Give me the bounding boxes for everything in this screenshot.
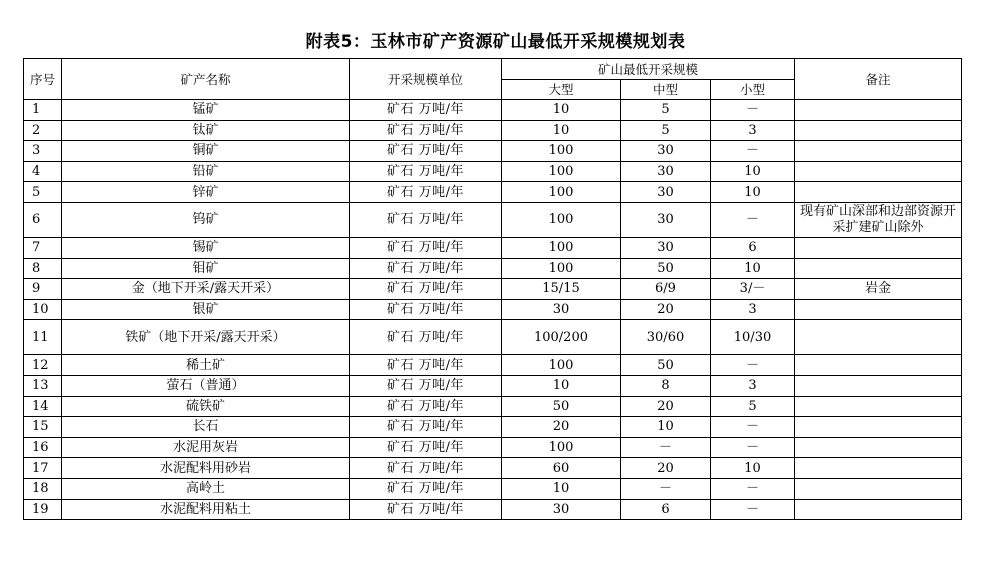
scale-small: 10 xyxy=(711,182,795,203)
row-index: 4 xyxy=(24,161,62,182)
table-row xyxy=(24,320,962,355)
scale-medium: 6/9 xyxy=(621,279,711,300)
table-row xyxy=(24,396,962,417)
table-row xyxy=(24,120,962,141)
row-index: 9 xyxy=(24,279,62,300)
scale-small: 3 xyxy=(711,375,795,396)
scale-unit: 矿石 万吨/年 xyxy=(350,299,502,320)
mineral-name: 硫铁矿 xyxy=(62,396,350,417)
scale-large: 15/15 xyxy=(502,279,621,300)
mineral-name: 长石 xyxy=(62,417,350,438)
scale-medium: 30 xyxy=(621,161,711,182)
table-row xyxy=(24,417,962,438)
scale-unit: 矿石 万吨/年 xyxy=(350,237,502,258)
mineral-name: 铁矿（地下开采/露天开采） xyxy=(62,320,350,355)
scale-small: 3/－ xyxy=(711,279,795,300)
row-index: 15 xyxy=(24,417,62,438)
scale-unit: 矿石 万吨/年 xyxy=(350,202,502,237)
scale-medium: － xyxy=(621,478,711,499)
mineral-name: 锡矿 xyxy=(62,237,350,258)
row-index: 11 xyxy=(24,320,62,355)
scale-small: － xyxy=(711,202,795,237)
table-row xyxy=(24,202,962,237)
scale-large: 50 xyxy=(502,396,621,417)
header-large: 大型 xyxy=(502,80,621,100)
scale-medium: 30 xyxy=(621,141,711,162)
mining-scale-table xyxy=(23,58,962,520)
scale-unit: 矿石 万吨/年 xyxy=(350,478,502,499)
scale-large: 30 xyxy=(502,499,621,520)
scale-large: 100 xyxy=(502,258,621,279)
scale-unit: 矿石 万吨/年 xyxy=(350,499,502,520)
scale-large: 20 xyxy=(502,417,621,438)
row-index: 8 xyxy=(24,258,62,279)
row-note xyxy=(795,161,962,182)
scale-large: 100 xyxy=(502,237,621,258)
scale-unit: 矿石 万吨/年 xyxy=(350,320,502,355)
header-medium: 中型 xyxy=(621,80,711,100)
mineral-name: 高岭土 xyxy=(62,478,350,499)
scale-small: － xyxy=(711,141,795,162)
scale-medium: 30 xyxy=(621,202,711,237)
row-note xyxy=(795,437,962,458)
scale-small: 10 xyxy=(711,458,795,479)
row-index: 10 xyxy=(24,299,62,320)
scale-small: － xyxy=(711,355,795,376)
scale-large: 100 xyxy=(502,355,621,376)
scale-unit: 矿石 万吨/年 xyxy=(350,396,502,417)
scale-small: 6 xyxy=(711,237,795,258)
scale-unit: 矿石 万吨/年 xyxy=(350,182,502,203)
scale-medium: 20 xyxy=(621,299,711,320)
header-small: 小型 xyxy=(711,80,795,100)
mineral-name: 钼矿 xyxy=(62,258,350,279)
row-note: 现有矿山深部和边部资源开采扩建矿山除外 xyxy=(795,202,962,237)
scale-small: － xyxy=(711,417,795,438)
row-index: 3 xyxy=(24,141,62,162)
scale-unit: 矿石 万吨/年 xyxy=(350,437,502,458)
row-index: 14 xyxy=(24,396,62,417)
scale-medium: 8 xyxy=(621,375,711,396)
scale-small: － xyxy=(711,100,795,121)
row-note xyxy=(795,100,962,121)
row-note xyxy=(795,320,962,355)
scale-small: 10 xyxy=(711,258,795,279)
scale-medium: 6 xyxy=(621,499,711,520)
table-row xyxy=(24,279,962,300)
row-note xyxy=(795,396,962,417)
table-row xyxy=(24,375,962,396)
mineral-name: 锌矿 xyxy=(62,182,350,203)
table-row xyxy=(24,499,962,520)
row-index: 6 xyxy=(24,202,62,237)
scale-large: 100/200 xyxy=(502,320,621,355)
row-note xyxy=(795,417,962,438)
scale-unit: 矿石 万吨/年 xyxy=(350,161,502,182)
scale-medium: 10 xyxy=(621,417,711,438)
scale-unit: 矿石 万吨/年 xyxy=(350,417,502,438)
scale-large: 10 xyxy=(502,100,621,121)
row-note xyxy=(795,355,962,376)
table-row xyxy=(24,258,962,279)
scale-large: 10 xyxy=(502,375,621,396)
mineral-name: 铜矿 xyxy=(62,141,350,162)
scale-large: 10 xyxy=(502,120,621,141)
scale-small: 3 xyxy=(711,120,795,141)
row-index: 1 xyxy=(24,100,62,121)
header-scale-group: 矿山最低开采规模 xyxy=(502,59,795,80)
scale-small: 5 xyxy=(711,396,795,417)
scale-small: － xyxy=(711,499,795,520)
scale-medium: － xyxy=(621,437,711,458)
table-row xyxy=(24,100,962,121)
mineral-name: 锰矿 xyxy=(62,100,350,121)
scale-large: 100 xyxy=(502,161,621,182)
scale-large: 10 xyxy=(502,478,621,499)
scale-unit: 矿石 万吨/年 xyxy=(350,279,502,300)
table-row xyxy=(24,141,962,162)
row-note xyxy=(795,182,962,203)
row-note: 岩金 xyxy=(795,279,962,300)
mineral-name: 金（地下开采/露天开采） xyxy=(62,279,350,300)
scale-large: 100 xyxy=(502,202,621,237)
scale-medium: 20 xyxy=(621,458,711,479)
scale-unit: 矿石 万吨/年 xyxy=(350,375,502,396)
row-index: 13 xyxy=(24,375,62,396)
header-note: 备注 xyxy=(795,59,962,100)
scale-medium: 5 xyxy=(621,120,711,141)
scale-medium: 5 xyxy=(621,100,711,121)
row-index: 2 xyxy=(24,120,62,141)
table-body xyxy=(24,100,962,520)
page-title: 附表5：玉林市矿产资源矿山最低开采规模规划表 xyxy=(305,32,686,52)
scale-large: 100 xyxy=(502,437,621,458)
scale-unit: 矿石 万吨/年 xyxy=(350,120,502,141)
scale-medium: 20 xyxy=(621,396,711,417)
mineral-name: 钛矿 xyxy=(62,120,350,141)
scale-medium: 50 xyxy=(621,355,711,376)
row-note xyxy=(795,499,962,520)
header-index: 序号 xyxy=(24,59,62,100)
row-index: 19 xyxy=(24,499,62,520)
scale-unit: 矿石 万吨/年 xyxy=(350,100,502,121)
row-index: 12 xyxy=(24,355,62,376)
mineral-name: 水泥配料用粘土 xyxy=(62,499,350,520)
mineral-name: 稀土矿 xyxy=(62,355,350,376)
row-note xyxy=(795,258,962,279)
row-note xyxy=(795,120,962,141)
row-index: 17 xyxy=(24,458,62,479)
scale-unit: 矿石 万吨/年 xyxy=(350,355,502,376)
scale-medium: 30 xyxy=(621,182,711,203)
scale-small: － xyxy=(711,478,795,499)
table-row xyxy=(24,355,962,376)
mineral-name: 银矿 xyxy=(62,299,350,320)
table-row xyxy=(24,237,962,258)
table-row xyxy=(24,299,962,320)
row-note xyxy=(795,299,962,320)
row-note xyxy=(795,458,962,479)
scale-unit: 矿石 万吨/年 xyxy=(350,141,502,162)
mineral-name: 萤石（普通） xyxy=(62,375,350,396)
row-note xyxy=(795,375,962,396)
row-index: 5 xyxy=(24,182,62,203)
scale-small: 10/30 xyxy=(711,320,795,355)
table-row xyxy=(24,182,962,203)
header-name: 矿产名称 xyxy=(62,59,350,100)
row-index: 16 xyxy=(24,437,62,458)
scale-medium: 30/60 xyxy=(621,320,711,355)
row-index: 7 xyxy=(24,237,62,258)
mineral-name: 铅矿 xyxy=(62,161,350,182)
row-note xyxy=(795,478,962,499)
mineral-name: 钨矿 xyxy=(62,202,350,237)
scale-small: 3 xyxy=(711,299,795,320)
row-index: 18 xyxy=(24,478,62,499)
row-note xyxy=(795,141,962,162)
header-unit: 开采规模单位 xyxy=(350,59,502,100)
table-row xyxy=(24,478,962,499)
mineral-name: 水泥配料用砂岩 xyxy=(62,458,350,479)
table-row xyxy=(24,458,962,479)
scale-large: 100 xyxy=(502,182,621,203)
table-row xyxy=(24,437,962,458)
scale-large: 30 xyxy=(502,299,621,320)
mineral-name: 水泥用灰岩 xyxy=(62,437,350,458)
scale-small: － xyxy=(711,437,795,458)
scale-small: 10 xyxy=(711,161,795,182)
scale-unit: 矿石 万吨/年 xyxy=(350,258,502,279)
table-row xyxy=(24,161,962,182)
scale-medium: 50 xyxy=(621,258,711,279)
row-note xyxy=(795,237,962,258)
scale-unit: 矿石 万吨/年 xyxy=(350,458,502,479)
scale-large: 100 xyxy=(502,141,621,162)
scale-large: 60 xyxy=(502,458,621,479)
scale-medium: 30 xyxy=(621,237,711,258)
